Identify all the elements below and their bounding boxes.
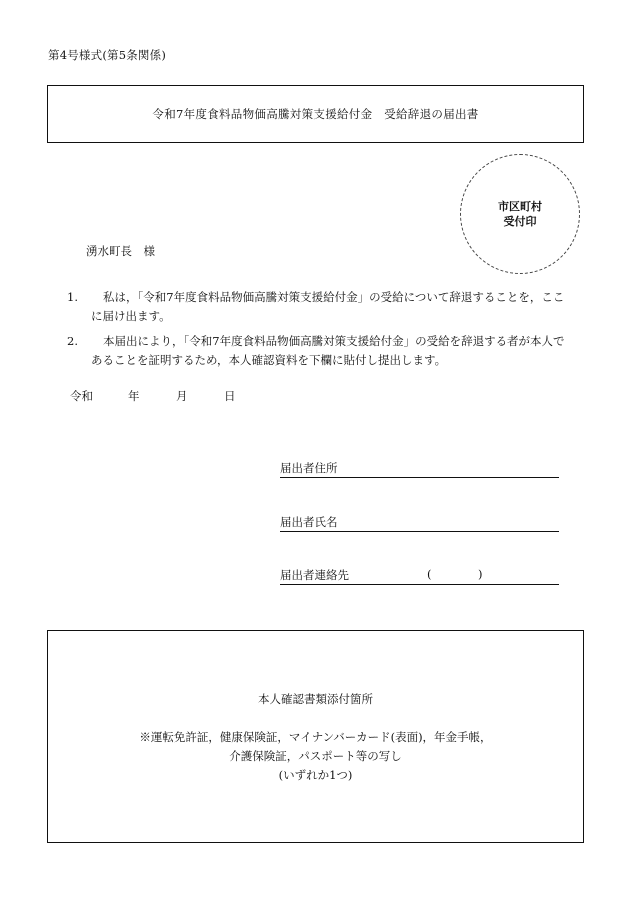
contact-paren-close: ) bbox=[478, 567, 483, 581]
date-day: 日 bbox=[224, 389, 236, 403]
paragraph-2 bbox=[67, 332, 567, 370]
date-era: 令和 bbox=[70, 389, 93, 403]
name-field[interactable] bbox=[280, 514, 559, 532]
stamp-label-line1: 市区町村 bbox=[498, 200, 542, 213]
name-label: 届出者氏名 bbox=[280, 515, 338, 529]
stamp-label-line2: 受付印 bbox=[503, 215, 537, 228]
contact-label: 届出者連絡先 bbox=[280, 568, 349, 582]
id-box-heading: 本人確認書類添付箇所 bbox=[258, 692, 373, 706]
addressee: 湧水町長 様 bbox=[86, 244, 155, 258]
id-box-note-line1: ※運転免許証，健康保険証，マイナンバーカード(表面)，年金手帳， bbox=[139, 730, 492, 744]
paragraph-1-text: 私は，「令和7年度食料品物価高騰対策支援給付金」の受給について辞退することを，ここに届け出ます。 bbox=[91, 290, 565, 323]
id-box-note-line2: 介護保険証，パスポート等の写し bbox=[229, 749, 402, 763]
address-field[interactable] bbox=[280, 460, 559, 478]
address-label: 届出者住所 bbox=[280, 461, 338, 475]
document-title: 令和7年度食料品物価高騰対策支援給付金 受給辞退の届出書 bbox=[152, 107, 479, 121]
paragraph-1-number: 1. bbox=[67, 290, 78, 304]
form-number: 第4号様式(第5条関係) bbox=[48, 48, 167, 62]
paragraph-1 bbox=[67, 288, 567, 326]
reception-stamp-area bbox=[460, 154, 580, 274]
date-month: 月 bbox=[176, 389, 188, 403]
id-document-attachment-area bbox=[47, 630, 584, 843]
title-box bbox=[47, 85, 584, 143]
date-year: 年 bbox=[128, 389, 140, 403]
id-box-note-line3: (いずれか1つ) bbox=[278, 768, 353, 782]
paragraph-2-number: 2. bbox=[67, 334, 78, 348]
contact-field[interactable] bbox=[280, 567, 559, 585]
contact-paren-open: ( bbox=[427, 567, 432, 581]
paragraph-2-text: 本届出により，「令和7年度食料品物価高騰対策支援給付金」の受給を辞退する者が本人であることを証明するため，本人確認資料を下欄に貼付し提出します。 bbox=[91, 334, 565, 367]
